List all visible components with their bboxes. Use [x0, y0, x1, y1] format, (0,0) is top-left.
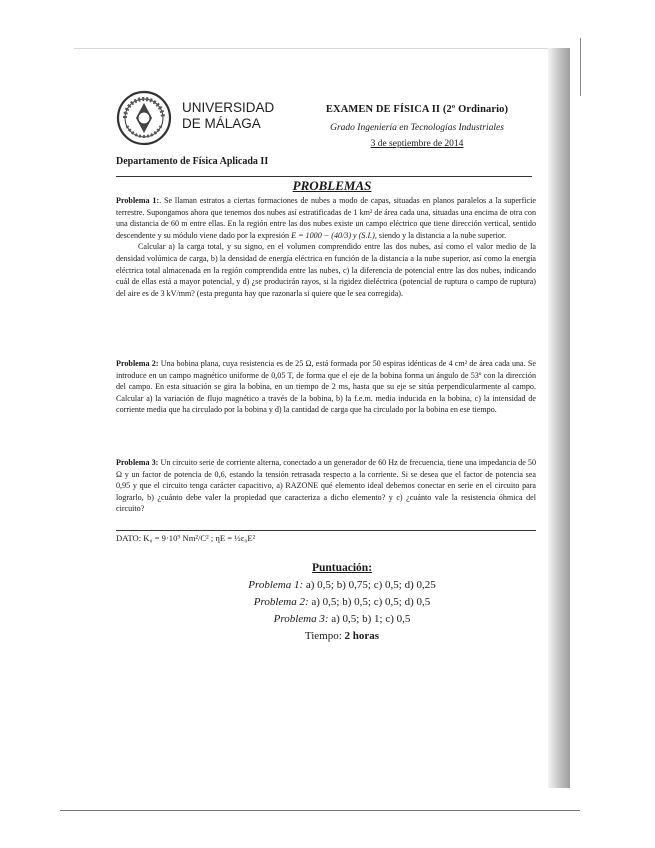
university-name: [182, 100, 274, 132]
score-label: Problema 1:: [248, 579, 304, 591]
scan-shadow: [548, 48, 570, 788]
exam-title: EXAMEN DE FÍSICA II (2º Ordinario): [325, 104, 509, 115]
university-name-line2: DE MÁLAGA: [182, 116, 261, 131]
problem-1-label: Problema 1:: [116, 196, 160, 205]
university-seal-logo: [116, 90, 172, 146]
time-line: [152, 628, 532, 645]
exam-date: 3 de septiembre de 2014: [370, 139, 464, 149]
problem-2-label: Problema 2:: [116, 359, 159, 368]
problem-3: [116, 457, 536, 515]
exam-degree: Grado Ingeniería en Tecnologías Industriales: [330, 123, 504, 133]
score-label: Problema 2:: [253, 596, 309, 608]
problem-3-label: Problema 3:: [116, 458, 159, 467]
paper-top-edge: [74, 48, 548, 49]
data-divider: [116, 530, 536, 531]
section-title: PROBLEMAS: [292, 178, 372, 193]
university-name-line1: UNIVERSIDAD: [182, 100, 275, 115]
problem-1-statement: . Se llaman estratos a ciertas formaciones de nubes a modo de capas, situadas en planos paralelos a la superficie terrestre. Supongamos ahora que tenemos dos nubes así estratificadas de 1 km² de área cada una, situadas una encima de otra con una distancia de 60 m entre ellas. En la región entre las dos nubes existe un campo eléctrico que tiene dirección vertical, sentido descendente y su módulo viene dado por la expresión: [116, 196, 536, 240]
time-label: Tiempo:: [304, 630, 342, 642]
problem-2-statement: Una bobina plana, cuya resistencia es de 25 Ω, está formada por 50 espiras idénticas de 4 cm² de área cada una. Se introduce en un campo magnético uniforme de 0,05 T, de forma que el eje de la bobina forma un ángulo de 53º con la dirección del campo. En esta situación se gira la bobina, en un tiempo de 2 ms, hasta que su eje se sitúa perpendicularmente al campo. Calcular a) la variación de flujo magnético a través de la bobina, b) la f.e.m. media inducida en la bobina, c) la intensidad de corriente media que ha circulado por la bobina y d) la cantidad de carga que ha circulado por la bobina en ese tiempo.: [116, 359, 536, 415]
department-name: Departamento de Física Aplicada II: [116, 156, 269, 167]
score-label: Problema 3:: [273, 613, 329, 625]
constants-data: DATO: K₀ = 9·10⁹ Nm²/C² ; ηE = ½ε₀E²: [116, 533, 256, 543]
exam-sheet: [112, 86, 536, 726]
problem-1: [116, 195, 536, 299]
problem-1-questions: Calcular a) la carga total, y su signo, en el volumen comprendido entre las dos nubes, así como el valor medio de la densidad volúmica de carga, b) la densidad de energía eléctrica en función de la distancia a la nube superior, así como la energía eléctrica total almacenada en la región comprendida entre las nubes, c) la diferencia de potencial entre las dos nubes, indicando cuál de ellas está a mayor potencial, y d) ¿se producirán rayos, si la rigidez dieléctrica (potencial de ruptura o campo de ruptura) del aire es de 3 kV/mm? (esta pregunta hay que razonarla si quiere que le sea corregida).: [116, 242, 536, 298]
score-line-problem-3: [152, 611, 532, 628]
time-value: 2 horas: [344, 630, 380, 642]
score-line-problem-2: [152, 594, 532, 611]
scan-bottom-edge: [60, 810, 580, 811]
problem-3-statement: Un circuito serie de corriente alterna, conectado a un generador de 60 Hz de frecuencia, tiene una impedancia de 50 Ω y un factor de potencia de 0,6, estando la tensión retrasada respecto a la corriente. Si se desea que el factor de potencia sea 0,95 y que el circuito tenga carácter capacitivo, a) RAZONE qué elemento ideal debemos conectar en serie en el circuito para lograrlo, b) ¿cuánto debe valer la propiedad que caracteriza a dicho elemento? y c) ¿cuánto vale la resistencia óhmica del circuito?: [116, 458, 536, 514]
score-value: a) 0,5; b) 0,5; c) 0,5; d) 0,5: [311, 596, 431, 608]
header-divider: [116, 176, 532, 177]
paper-edge-mark: [580, 38, 581, 96]
problem-2: [116, 358, 536, 416]
score-value: a) 0,5; b) 1; c) 0,5: [331, 613, 411, 625]
score-value: a) 0,5; b) 0,75; c) 0,5; d) 0,25: [305, 579, 436, 591]
problem-1-formula: E = 1000 − (40/3) y (S.I.),: [291, 230, 377, 240]
score-line-problem-1: [152, 577, 532, 594]
exam-heading: [317, 104, 517, 149]
score-block: [152, 560, 532, 645]
score-title: Puntuación:: [311, 562, 373, 574]
problem-1-statement-end: siendo y la distancia a la nube superior.: [378, 230, 507, 240]
